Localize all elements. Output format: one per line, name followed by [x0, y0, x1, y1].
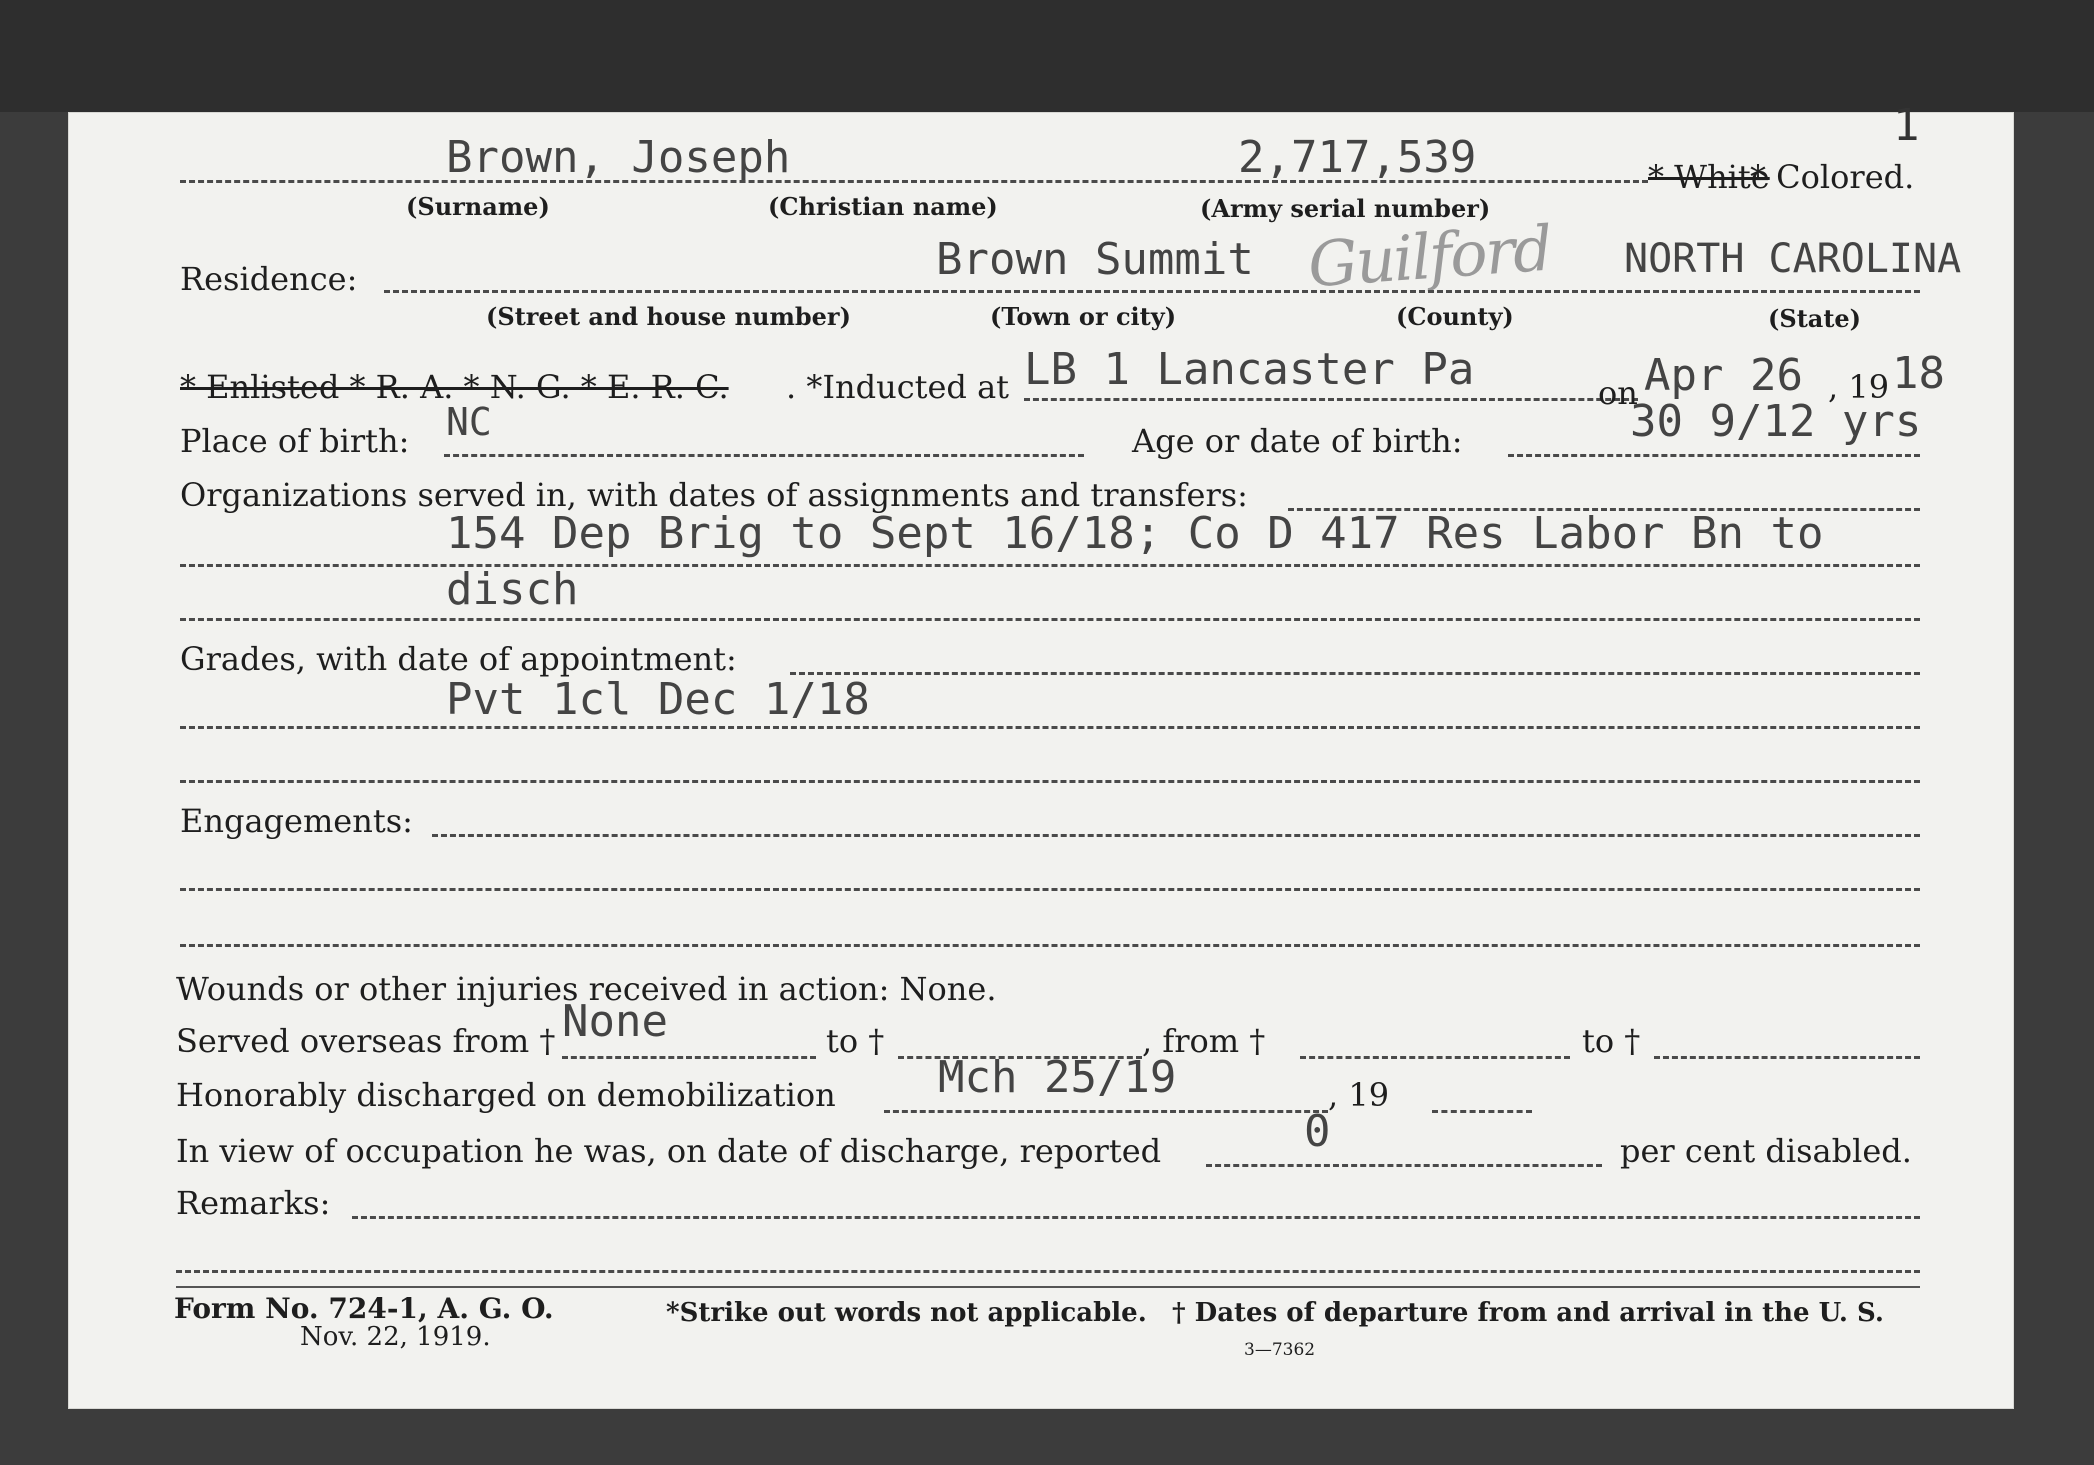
remarks-line-1: [176, 1270, 1920, 1273]
discharge-year-label: , 19: [1328, 1076, 1390, 1114]
grades-label: Grades, with date of appointment:: [180, 640, 737, 678]
induction-year-value: 18: [1892, 348, 1945, 399]
inducted-at-label: . *Inducted at: [786, 368, 1009, 406]
overseas-from-line: [562, 1056, 816, 1059]
surname-value: Brown, Joseph: [446, 132, 791, 183]
organizations-line-2: [180, 618, 1920, 621]
disability-label: In view of occupation he was, on date of discharge, reported: [176, 1132, 1162, 1170]
colored-label: * Colored.: [1750, 158, 1915, 196]
discharge-date-line: [884, 1110, 1328, 1113]
disability-value: 0: [1304, 1106, 1331, 1157]
on-label: on: [1598, 374, 1638, 412]
organizations-line-1: [180, 564, 1920, 567]
service-record-card: [68, 100, 2014, 1409]
serial-number-value: 2,717,539: [1238, 132, 1477, 183]
overseas-from-value: None: [562, 996, 668, 1047]
grades-value: Pvt 1cl Dec 1/18: [446, 674, 870, 725]
induction-date-value: Apr 26: [1644, 350, 1803, 401]
street-caption: (Street and house number): [486, 302, 851, 331]
engagements-line-1: [180, 888, 1920, 891]
age-value: 30 9/12 yrs: [1630, 396, 1922, 447]
place-of-birth-label: Place of birth:: [180, 422, 410, 460]
dates-note: † Dates of departure from and arrival in the U. S.: [1172, 1298, 1884, 1328]
strike-note: *Strike out words not applicable.: [666, 1298, 1147, 1328]
discharge-date-value: Mch 25/19: [938, 1052, 1177, 1103]
induction-place-line: [1024, 398, 1638, 401]
surname-caption: (Surname): [406, 192, 550, 221]
christian-name-caption: (Christian name): [768, 192, 998, 221]
form-number: Form No. 724-1, A. G. O.: [174, 1292, 554, 1325]
engagements-line-2: [180, 944, 1920, 947]
disability-suffix: per cent disabled.: [1620, 1132, 1912, 1170]
overseas-from2-line: [1300, 1056, 1570, 1059]
remarks-label: Remarks:: [176, 1184, 331, 1222]
place-of-birth-value: NC: [446, 400, 492, 444]
grades-line-0: [790, 672, 1920, 675]
year-prefix: , 19: [1828, 368, 1890, 406]
age-line: [1508, 454, 1920, 457]
state-caption: (State): [1768, 304, 1862, 333]
organizations-label: Organizations served in, with dates of assignments and transfers:: [180, 476, 1248, 514]
organizations-line1: 154 Dep Brig to Sept 16/18; Co D 417 Res Labor Bn to: [446, 508, 1824, 559]
state-value: NORTH CAROLINA: [1624, 236, 1962, 282]
print-code: 3—7362: [1244, 1340, 1316, 1360]
disability-line: [1206, 1164, 1602, 1167]
served-overseas-label: Served overseas from †: [176, 1022, 556, 1060]
residence-line: [384, 290, 1920, 293]
discharge-label: Honorably discharged on demobilization: [176, 1076, 836, 1114]
county-caption: (County): [1396, 302, 1514, 331]
enlisted-options: * Enlisted * R. A. * N. G. * E. R. C.: [180, 368, 729, 406]
discharge-year-line: [1432, 1110, 1532, 1113]
town-caption: (Town or city): [990, 302, 1177, 331]
overseas-from2-label: , from †: [1142, 1022, 1266, 1060]
engagements-line-0: [432, 834, 1920, 837]
grades-line-1: [180, 726, 1920, 729]
residence-label: Residence:: [180, 260, 358, 298]
remarks-line-0: [352, 1216, 1920, 1219]
engagements-label: Engagements:: [180, 802, 413, 840]
form-date: Nov. 22, 1919.: [300, 1322, 491, 1352]
footer-divider: [176, 1286, 1920, 1288]
induction-place-value: LB 1 Lancaster Pa: [1024, 344, 1475, 395]
county-handwritten: Guilford: [1305, 211, 1553, 302]
serial-number-caption: (Army serial number): [1200, 194, 1491, 223]
overseas-to2-label: to †: [1582, 1022, 1641, 1060]
card-number: 1: [1893, 100, 1920, 151]
age-label: Age or date of birth:: [1132, 422, 1463, 460]
place-of-birth-line: [444, 454, 1084, 457]
wounds-label: Wounds or other injuries received in action: None.: [176, 970, 997, 1008]
overseas-to2-line: [1654, 1056, 1920, 1059]
name-line: [180, 180, 1648, 183]
overseas-to-label: to †: [826, 1022, 885, 1060]
town-value: Brown Summit: [936, 234, 1254, 285]
scan-background: [0, 0, 2094, 112]
white-label: * White: [1648, 158, 1770, 196]
organizations-line2: disch: [446, 564, 579, 615]
grades-line-2: [180, 780, 1920, 783]
